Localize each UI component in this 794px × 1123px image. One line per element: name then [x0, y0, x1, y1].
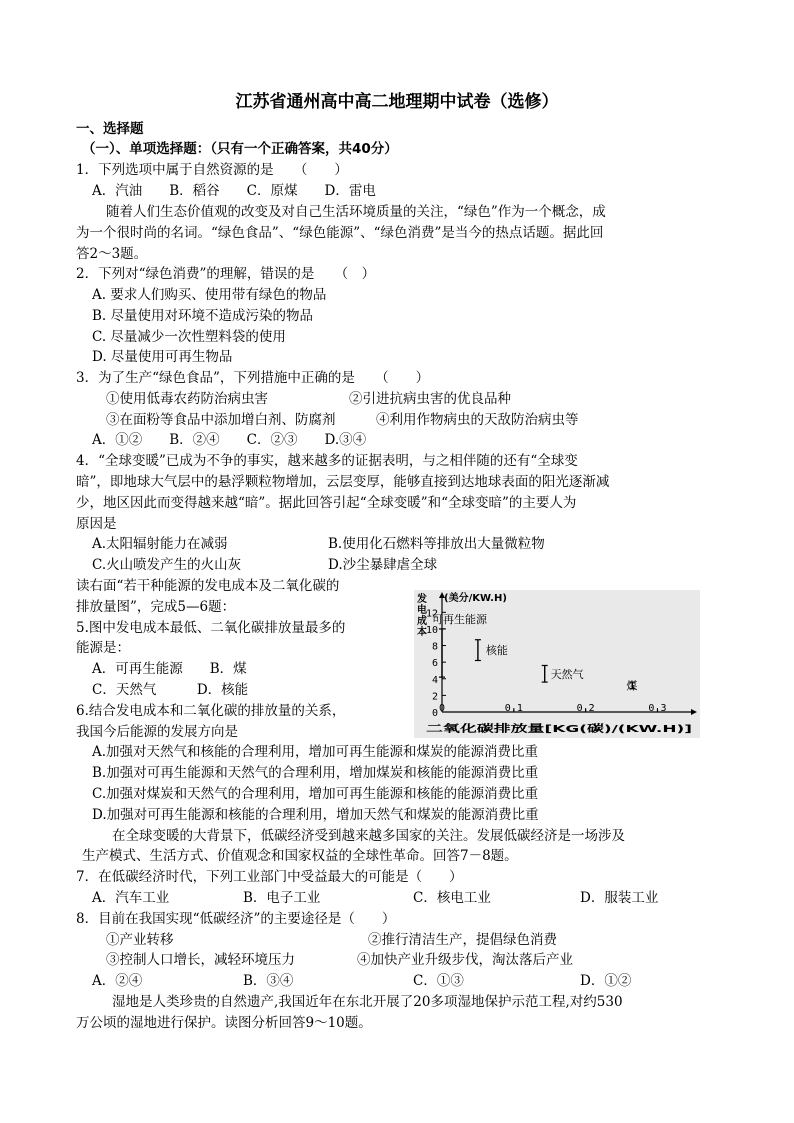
question-4-option-c: C.火山喷发产生的火山灰	[92, 557, 242, 573]
series-label: 煤	[626, 679, 638, 693]
y-axis-label-char: 发	[417, 594, 427, 605]
x-tick-label: 0.1	[504, 703, 523, 714]
question-7: 7．在低碳经济时代，下列工业部门中受益最大的可能是（ ）	[76, 869, 463, 885]
x-axis-arrow	[691, 709, 697, 715]
y-tick-label: 0	[431, 708, 438, 719]
question-6-option-a: A.加强对天然气和核能的合理利用，增加可再生能源和煤炭的能源消费比重	[92, 744, 539, 760]
question-7-option-d: D．服装工业	[580, 890, 659, 906]
question-2-option-b: B. 尽量使用对环境不造成污染的物品	[92, 308, 314, 324]
y-tick-label: 6	[431, 658, 438, 670]
section-heading: 一、选择题	[76, 121, 144, 137]
passage-green-2: 为一个很时尚的名词。“绿色食品”、“绿色能源”、“绿色消费”是当今的热点话题。据此回	[76, 225, 604, 241]
question-4-line-2: 暗”，即地球大气层中的悬浮颗粒物增加，云层变厚，能够直接到达地球表面的阳光逐渐减	[76, 474, 610, 490]
passage-lowcarbon-2: 生产模式、生活方式、价值观念和国家权益的全球性革命。回答7－8题。	[82, 848, 518, 864]
passage-wetland-2: 万公顷的湿地进行保护。读图分析回答9～10题。	[76, 1015, 372, 1031]
question-6-option-c: C.加强对煤炭和天然气的合理利用，增加可再生能源和核能的能源消费比重	[92, 786, 539, 802]
question-8-option-b: B．③④	[243, 973, 294, 989]
y-tick-label: 10	[425, 624, 438, 636]
question-3-options: A．①② B．②④ C．②③ D.③④	[92, 432, 367, 448]
question-7-option-b: B．电子工业	[243, 890, 321, 906]
question-8-option-d: D．①②	[580, 973, 632, 989]
question-4-option-b: B.使用化石燃料等排放出大量微粒物	[328, 536, 545, 552]
passage-lowcarbon: 在全球变暖的大背景下，低碳经济受到越来越多国家的关注。发展低碳经济是一场涉及	[112, 828, 625, 844]
passage-green-3: 答2～3题。	[76, 246, 148, 262]
y-tick-label: 2	[431, 691, 438, 703]
series-label: 可再生能源	[432, 612, 487, 626]
chart-intro: 读右面“若干种能源的发电成本及二氧化碳的	[76, 578, 340, 594]
question-5: 5.图中发电成本最低、二氧化碳排放量最多的	[76, 620, 346, 636]
passage-green: 随着人们生态价值观的改变及对自己生活环境质量的关注，“绿色”作为一个概念，成	[106, 204, 606, 220]
question-5-options-2: C．天然气 D．核能	[92, 682, 249, 698]
question-8-item-1: ①产业转移	[106, 932, 174, 948]
question-7-option-c: C．核电工业	[413, 890, 491, 906]
question-8-item-3: ③控制人口增长，减轻环境压力	[106, 952, 295, 968]
question-3-items-2: ③在面粉等食品中添加增白剂、防腐剂 ④利用作物病虫的天敌防治病虫等	[106, 412, 579, 428]
question-1: 1．下列选项中属于自然资源的是 （ ）	[76, 162, 348, 178]
question-4-line-3: 少，地区因此而变得越来越“暗”。据此回答引起“全球变暖”和“全球变暗”的主要人为	[76, 495, 577, 511]
exam-title: 江苏省通州高中高二地理期中试卷（选修）	[235, 92, 559, 112]
question-6-line-2: 我国今后能源的发展方向是	[76, 724, 238, 740]
passage-wetland: 湿地是人类珍贵的自然遗产,我国近年在东北开展了20多项湿地保护示范工程,对约530	[112, 994, 623, 1010]
y-tick-label: 4	[431, 674, 438, 686]
x-tick-label: 0.2	[576, 703, 595, 714]
question-4: 4．“全球变暖”已成为不争的事实，越来越多的证据表明，与之相伴随的还有“全球变	[76, 453, 578, 469]
series-label: 核能	[485, 644, 508, 658]
question-4-option-d: D.沙尘暴肆虐全球	[328, 557, 438, 573]
question-7-option-a: A．汽车工业	[92, 890, 170, 906]
y-axis-label-char: 电	[417, 605, 427, 616]
question-8-option-a: A．②④	[92, 973, 143, 989]
question-3-items-1: ①使用低毒农药防治病虫害 ②引进抗病虫害的优良品种	[106, 391, 511, 407]
question-2-option-a: A. 要求人们购买、使用带有绿色的物品	[92, 287, 327, 303]
section-subheading: （一）、单项选择题：（只有一个正确答案，共40分）	[82, 141, 398, 157]
y-tick-label: 12	[425, 608, 438, 620]
question-6-option-b: B.加强对可再生能源和天然气的合理利用，增加煤炭和核能的能源消费比重	[92, 765, 539, 781]
y-axis-label-char: 本	[417, 627, 427, 638]
question-2: 2．下列对“绿色消费”的理解，错误的是 （ ）	[76, 266, 376, 282]
y-tick-label: 8	[431, 641, 438, 653]
series-label: 天然气	[550, 667, 584, 681]
question-5-options-1: A．可再生能源 B．煤	[92, 661, 247, 677]
question-3: 3．为了生产“绿色食品”，下列措施中正确的是 （ ）	[76, 370, 430, 386]
y-axis-unit: (美分/KW.H)	[444, 593, 507, 604]
question-8: 8．目前在我国实现“低碳经济”的主要途径是（ ）	[76, 911, 396, 927]
x-axis-label: 二氧化碳排放量[KG(碳)/(KW.H)]	[426, 724, 584, 735]
question-5-line-2: 能源是：	[76, 640, 130, 656]
chart-intro-2: 排放量图”，完成5—6题：	[76, 599, 236, 615]
question-1-options: A．汽油 B．稻谷 C．原煤 D．雷电	[92, 183, 376, 199]
question-6: 6.结合发电成本和二氧化碳的排放量的关系，	[76, 703, 346, 719]
energy-cost-chart	[414, 590, 700, 738]
question-2-option-d: D. 尽量使用可再生物品	[92, 349, 233, 365]
question-4-option-a: A.太阳辐射能力在减弱	[92, 536, 228, 552]
question-8-item-4: ④加快产业升级步伐，淘汰落后产业	[357, 952, 573, 968]
y-axis-label-char: 成	[417, 616, 427, 627]
question-4-line-4: 原因是	[76, 516, 117, 532]
question-2-option-c: C. 尽量减少一次性塑料袋的使用	[92, 329, 286, 345]
x-tick-label: 0	[438, 703, 446, 714]
question-8-option-c: C．①③	[413, 973, 464, 989]
question-8-item-2: ②推行清洁生产，提倡绿色消费	[368, 932, 557, 948]
question-6-option-d: D.加强对可再生能源和核能的合理利用，增加天然气和煤炭的能源消费比重	[92, 807, 539, 823]
x-tick-label: 0.3	[648, 703, 667, 714]
